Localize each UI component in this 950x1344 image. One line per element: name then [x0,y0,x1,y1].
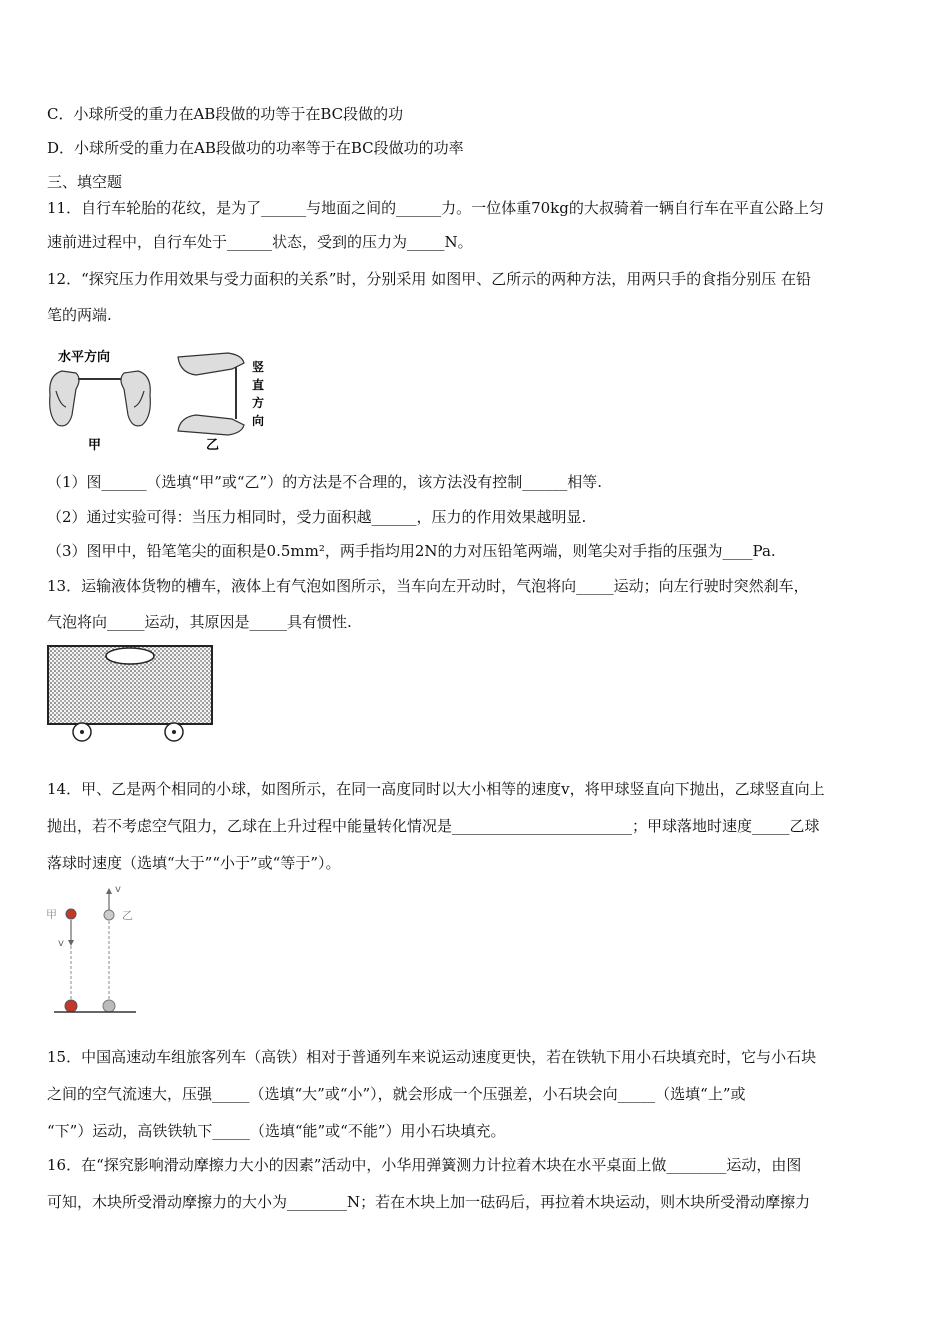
hand-right-jia [121,371,150,426]
arrow-down-head [68,940,74,946]
section-heading: 三、填空题 [47,173,123,191]
hand-bottom-yi [178,415,244,435]
label-vertical-4: 向 [252,414,265,428]
arrow-up-head [106,888,112,894]
q12-part-3: （3）图甲中，铅笔笔尖的面积是0.5mm²，两手指均用2N的力对压铅笔两端，则笔尖对手指的压强为____Pa. [47,542,776,560]
hands-pencil-figure [46,345,281,460]
label-v-up: v [115,884,121,895]
ball-jia-top [66,909,76,919]
label-vertical-2: 直 [252,378,265,392]
option-d: D．小球所受的重力在AB段做功的功率等于在BC段做功的功率 [47,139,464,157]
q12-line-2: 笔的两端. [47,306,112,324]
q16-line-1: 16．在“探究影响滑动摩擦力大小的因素”活动中，小华用弹簧测力计拉着木块在水平桌面上做________运动，由图 [47,1156,802,1174]
label-ball-yi: 乙 [122,909,133,922]
label-ball-jia: 甲 [46,908,57,921]
ball-yi-ground [103,1000,115,1012]
air-bubble [106,648,154,664]
q12-part-1: （1）图______（选填“甲”或“乙”）的方法是不合理的，该方法没有控制______相等. [47,473,602,491]
q15-line-1: 15．中国高速动车组旅客列车（高铁）相对于普通列车来说运动速度更快，若在铁轨下用小石块填充时，它与小石块 [47,1048,817,1066]
q13-line-1: 13．运输液体货物的槽车，液体上有气泡如图所示，当车向左开动时，气泡将向_____运动；向左行驶时突然刹车， [47,577,809,595]
ball-yi-top [104,910,114,920]
q11-line-1: 11．自行车轮胎的花纹，是为了______与地面之间的______力。一位体重70kg的大叔骑着一辆自行车在平直公路上匀 [47,199,824,217]
q16-line-2: 可知，木块所受滑动摩擦力的大小为________N；若在木块上加一砝码后，再拉着木块运动，则木块所受滑动摩擦力 [47,1193,811,1211]
ball-jia-ground [65,1000,77,1012]
label-jia: 甲 [88,438,102,453]
label-horizontal: 水平方向 [58,350,111,365]
label-yi: 乙 [206,438,220,453]
label-vertical-1: 竖 [252,360,265,374]
q15-line-2: 之间的空气流速大，压强_____（选填“大”或“小”），就会形成一个压强差，小石块会向_____（选填“上”或 [47,1085,746,1103]
label-v-down: v [58,938,64,949]
q13-line-2: 气泡将向_____运动，其原因是_____具有惯性. [47,613,352,631]
q14-line-2: 抛出，若不考虑空气阻力，乙球在上升过程中能量转化情况是________________________；甲球落地时速度_____乙球 [47,817,820,835]
hand-left-jia [50,371,79,426]
q12-line-1: 12．“探究压力作用效果与受力面积的关系”时，分别采用 如图甲、乙所示的两种方法，用两只手的食指分别压 在铅 [47,270,811,288]
q14-line-1: 14．甲、乙是两个相同的小球，如图所示，在同一高度同时以大小相等的速度v，将甲球竖直向下抛出，乙球竖直向上 [47,780,825,798]
q11-line-2: 速前进过程中，自行车处于______状态，受到的压力为_____N。 [47,233,473,251]
tanker-figure [46,642,216,746]
q14-line-3: 落球时速度（选填“大于”“小于”或“等于”）。 [47,854,341,872]
wheel-right [165,723,183,741]
wheel-left [73,723,91,741]
balls-figure [44,884,144,1016]
q12-part-2: （2）通过实验可得：当压力相同时，受力面积越______，压力的作用效果越明显. [47,508,587,526]
q15-line-3: “下”）运动，高铁铁轨下_____（选填“能”或“不能”）用小石块填充。 [47,1122,506,1140]
option-c: C．小球所受的重力在AB段做的功等于在BC段做的功 [47,105,404,123]
label-vertical-3: 方 [252,396,265,410]
hand-top-yi [178,353,244,375]
